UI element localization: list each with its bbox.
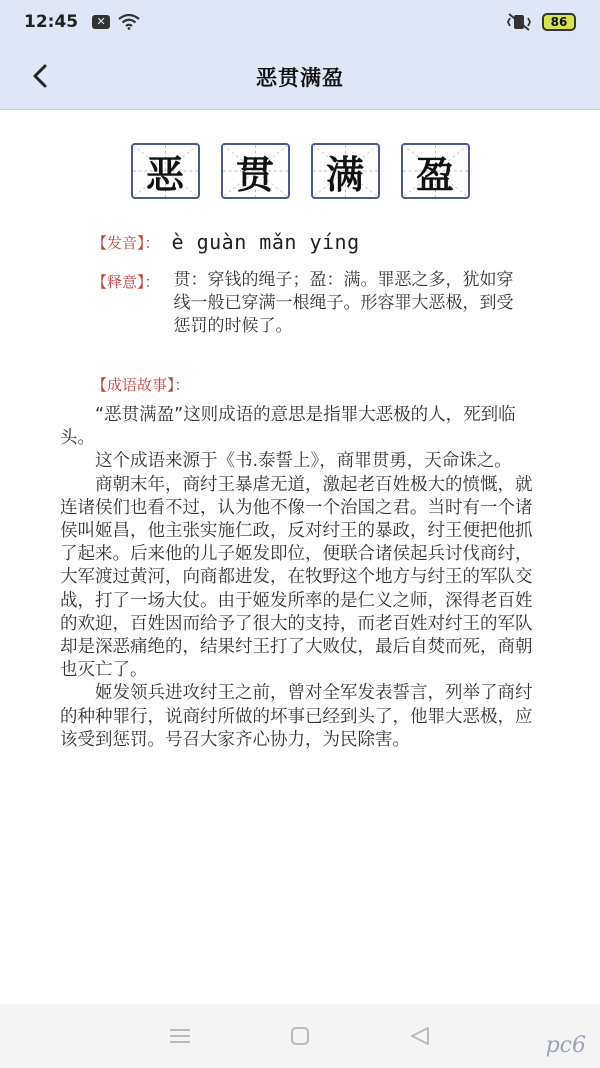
character: 贯 — [235, 152, 274, 197]
character: 盈 — [415, 152, 454, 197]
status-bar — [0, 0, 600, 44]
page-title: 恶贯满盈 — [256, 65, 344, 90]
menu-icon — [169, 1027, 191, 1045]
meaning-text: 贯：穿钱的绳子；盈：满。罪恶之多，犹如穿线一般已穿满一根绳子。形容罪大恶极，到受惩罚的时候了。 — [173, 270, 514, 336]
story-paragraph: 这个成语来源于《书.泰誓上》，商罪贯勇，天命诛之。 — [95, 451, 512, 472]
home-button[interactable] — [280, 1016, 320, 1056]
chevron-left-icon — [30, 63, 50, 89]
status-time: 12:45 — [24, 12, 79, 32]
story-label: 【成语故事】： — [92, 376, 190, 394]
status-notification-icons — [92, 14, 140, 30]
wifi-icon — [118, 14, 140, 30]
notification-icon: ✕ — [92, 15, 110, 29]
back-button[interactable] — [18, 54, 62, 98]
watermark-logo: pc6 — [545, 1033, 586, 1058]
meaning-label: 【释意】： — [92, 273, 160, 291]
home-icon — [290, 1026, 310, 1046]
pronunciation-label: 【发音】： — [92, 233, 160, 252]
story-paragraph: 商朝末年，商纣王暴虐无道，激起老百姓极大的愤慨，就连诸侯们也看不过，认为他不像一个治国之君。当时有一个诸侯叫姬昌，他主张实施仁政，反对纣王的暴政，纣王便把他抓了起来。后来他的儿子姬发即位，便联合诸侯起兵讨伐商纣，大军渡过黄河，向商都进发，在牧野这个地方与纣王的军队交战，打了一场大仗。由于姬发所率的是仁义之师，深得老百姓的欢迎，百姓因而给予了很大的支持，而老百姓对纣王的军队却是深恶痛绝的，结果纣王打了大败仗，最后自焚而死，商朝也灭亡了。 — [60, 474, 533, 681]
idiom-characters — [0, 143, 600, 199]
character: 满 — [325, 152, 364, 197]
story-paragraph: 姬发领兵进攻纣王之前，曾对全军发表誓言，列举了商纣的种种罪行，说商纣所做的坏事已经到头了，他罪大恶极，应该受到惩罚。号召大家齐心协力，为民除害。 — [60, 683, 533, 750]
pinyin-text: è guàn mǎn yíng — [171, 230, 360, 254]
meaning-row — [92, 269, 542, 338]
pronunciation-row — [92, 230, 542, 254]
app-bar — [0, 44, 600, 110]
story-paragraph: “恶贯满盈”这则成语的意思是指罪大恶极的人，死到临头。 — [60, 405, 516, 449]
nav-back-button[interactable] — [400, 1016, 440, 1056]
character-box — [311, 143, 380, 199]
triangle-back-icon — [409, 1026, 431, 1046]
character-box — [131, 143, 200, 199]
system-nav-bar — [0, 1004, 600, 1068]
story-text — [60, 404, 540, 752]
menu-button[interactable] — [160, 1016, 200, 1056]
character-box — [221, 143, 290, 199]
battery-indicator: 86 — [542, 13, 576, 31]
vibrate-icon — [506, 13, 532, 31]
character: 恶 — [145, 152, 184, 197]
character-box — [401, 143, 470, 199]
story-label-row — [92, 374, 542, 395]
